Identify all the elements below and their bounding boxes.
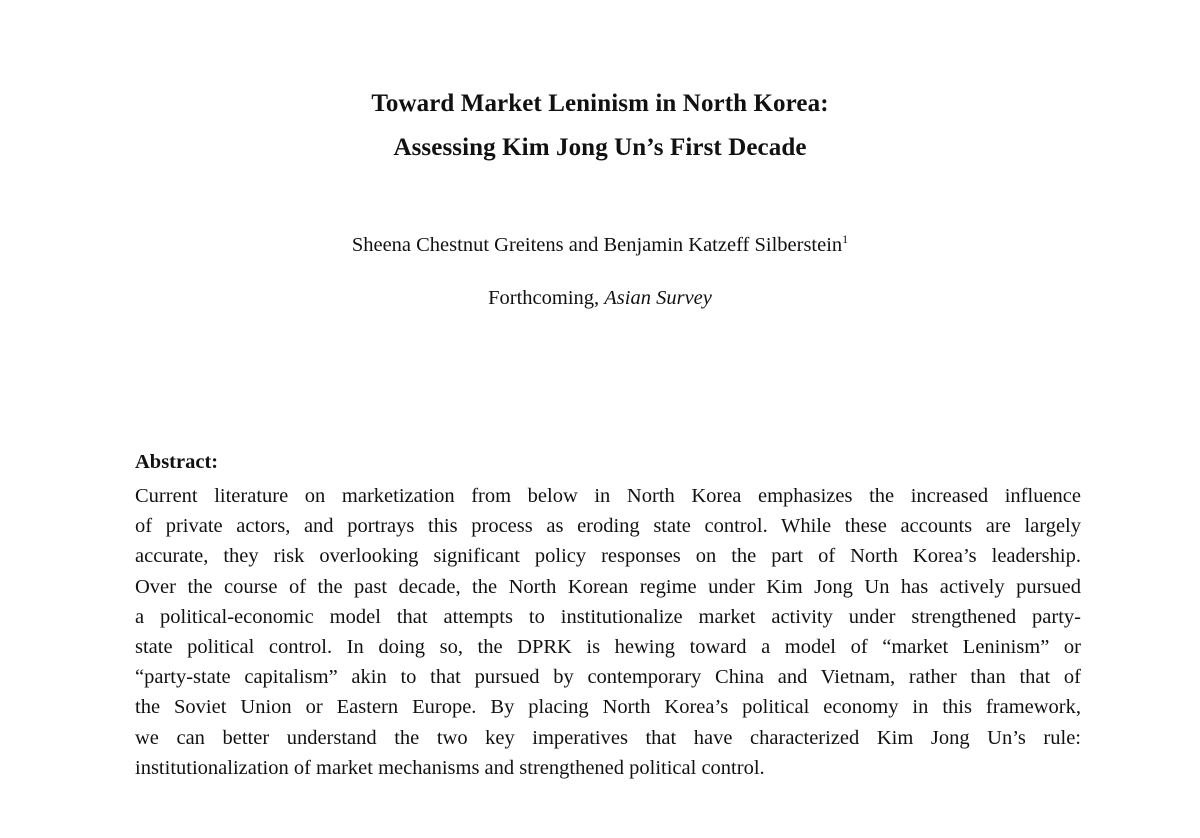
- abstract-line: we can better understand the two key imperatives that have characterized Kim Jong Un’s rule:: [135, 726, 1081, 749]
- abstract-line: state political control. In doing so, the DPRK is hewing toward a model of “market Leninism” or: [135, 635, 1081, 658]
- paper-title: [0, 82, 1200, 170]
- abstract-line: the Soviet Union or Eastern Europe. By placing North Korea’s political economy in this framework,: [135, 696, 1081, 719]
- author-footnote-mark: 1: [842, 232, 849, 247]
- abstract-line: accurate, they risk overlooking significant policy responses on the part of North Korea’s leadership.: [135, 545, 1081, 568]
- venue-prefix: Forthcoming,: [488, 287, 605, 309]
- title-line-1: Toward Market Leninism in North Korea:: [371, 90, 829, 117]
- abstract-line: a political-economic model that attempts to institutionalize market activity under strengthened party-: [135, 605, 1081, 628]
- publication-venue: [0, 283, 1200, 313]
- abstract-body: [135, 481, 1081, 783]
- authors-text: Sheena Chestnut Greitens and Benjamin Katzeff Silberstein: [351, 234, 843, 256]
- abstract-heading: Abstract:: [135, 451, 219, 473]
- title-line-2: Assessing Kim Jong Un’s First Decade: [393, 134, 807, 161]
- abstract-line: Current literature on marketization from below in North Korea emphasizes the increased influence: [135, 485, 1081, 507]
- journal-name: Asian Survey: [604, 287, 712, 309]
- abstract-line: of private actors, and portrays this process as eroding state control. While these accounts are largely: [135, 515, 1081, 538]
- abstract-line: institutionalization of market mechanisms and strengthened political control.: [135, 756, 765, 779]
- author-line: [0, 230, 1200, 260]
- abstract-line: Over the course of the past decade, the North Korean regime under Kim Jong Un has actively pursued: [135, 575, 1081, 598]
- abstract-line: “party-state capitalism” akin to that pursued by contemporary China and Vietnam, rather than that of: [135, 666, 1081, 689]
